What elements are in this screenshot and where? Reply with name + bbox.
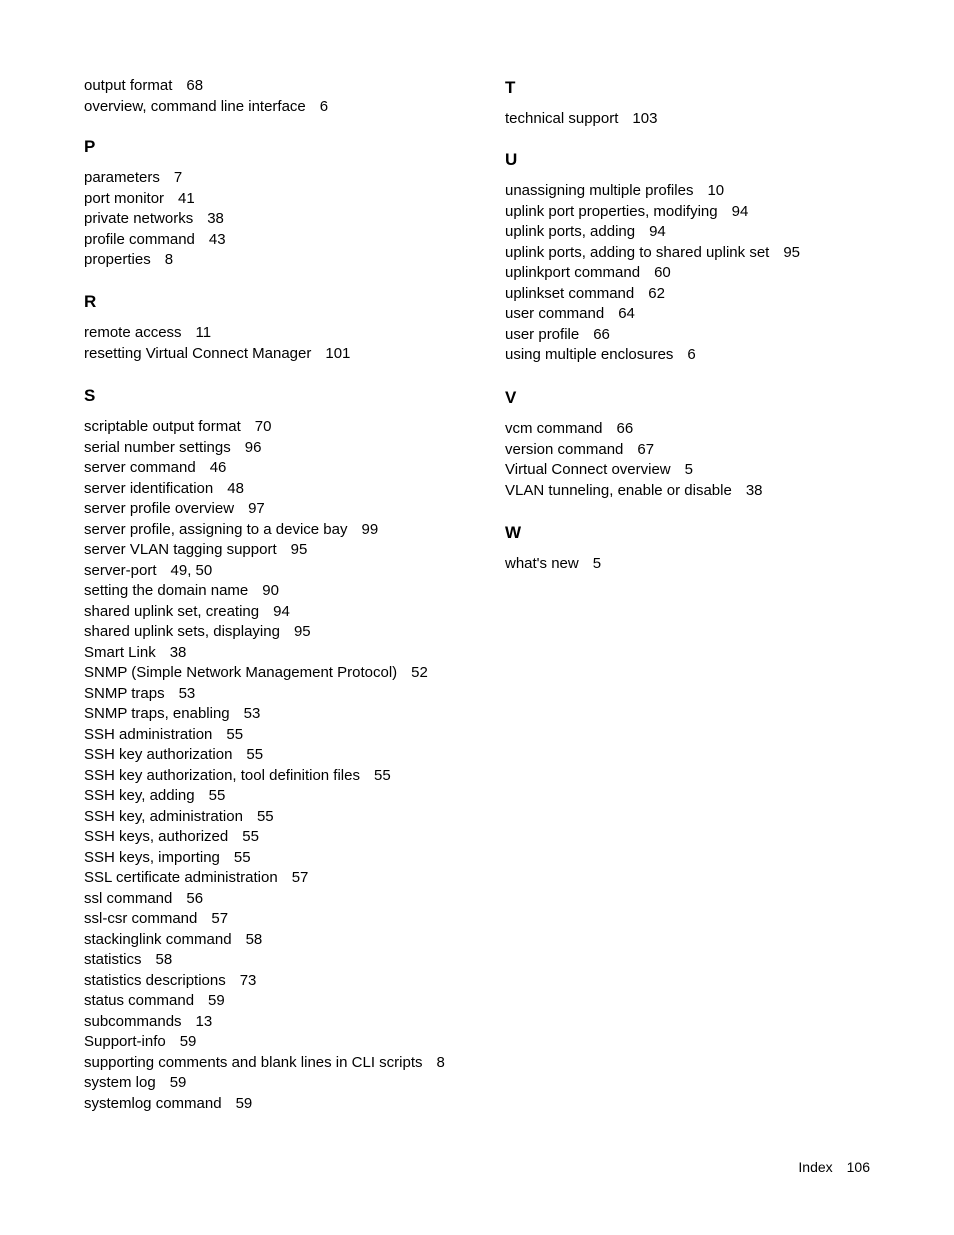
index-entry-pages[interactable]: 7: [173, 169, 183, 186]
index-entry-pages[interactable]: 55: [233, 848, 251, 866]
index-entry: [84, 827, 445, 848]
index-entry: [84, 848, 445, 869]
index-entry-pages[interactable]: 64: [618, 305, 635, 322]
index-entry: [84, 438, 445, 459]
index-entry: [84, 561, 445, 582]
index-entry: [505, 222, 800, 243]
index-entry-term: uplinkport command: [505, 264, 641, 281]
index-group: [84, 386, 445, 1114]
footer-section: Index: [798, 1159, 833, 1175]
index-entry-pages[interactable]: 95: [783, 243, 801, 261]
index-letter-heading: T: [505, 78, 516, 97]
index-entry-pages[interactable]: 67: [637, 440, 655, 458]
index-entry: [84, 1053, 445, 1074]
index-entry: [505, 440, 763, 461]
index-entry: [84, 499, 445, 520]
index-entry: [505, 181, 800, 202]
index-entry-pages[interactable]: 38: [207, 210, 224, 227]
index-entry: [84, 520, 445, 541]
index-entry: [84, 189, 226, 210]
footer-page-number: 106: [846, 1159, 870, 1175]
index-entry-pages[interactable]: 55: [226, 725, 244, 743]
index-entry-term: shared uplink sets, displaying: [84, 623, 280, 640]
index-entry-pages[interactable]: 59: [235, 1094, 253, 1112]
index-entry-pages[interactable]: 41: [178, 189, 195, 207]
index-entry-term: resetting Virtual Connect Manager: [84, 344, 312, 362]
index-entry-pages[interactable]: 103: [632, 110, 658, 127]
index-entry-pages[interactable]: 66: [616, 420, 634, 437]
index-entry-term: output format: [84, 77, 173, 94]
index-letter-heading: W: [505, 523, 522, 542]
index-entry-pages[interactable]: 94: [731, 202, 749, 220]
index-entry-term: supporting comments and blank lines in CLI scripts: [84, 1053, 423, 1071]
index-entry: [84, 1094, 445, 1115]
index-entry-pages[interactable]: 94: [649, 223, 666, 240]
index-entry-term: profile command: [84, 230, 195, 248]
page-footer: [798, 1158, 870, 1176]
index-entry-term: uplink ports, adding: [505, 223, 636, 240]
index-entry: [84, 417, 445, 438]
index-entry: [84, 725, 445, 746]
index-entry: [84, 323, 350, 344]
index-entry-term: ssl-csr command: [84, 910, 198, 927]
index-entry-term: parameters: [84, 169, 160, 186]
index-entry: [505, 109, 657, 130]
index-entry-pages[interactable]: 66: [593, 325, 610, 343]
index-entry-pages[interactable]: 38: [169, 643, 187, 661]
index-group: [505, 150, 800, 366]
index-entry-term: SSH keys, authorized: [84, 828, 229, 845]
index-entry-pages[interactable]: 49, 50: [170, 561, 213, 579]
index-entry-term: subcommands: [84, 1012, 182, 1030]
index-entry-term: private networks: [84, 210, 194, 227]
index-entry-pages[interactable]: 8: [436, 1053, 445, 1071]
index-entry: [84, 458, 445, 479]
index-entry: [84, 889, 445, 910]
index-entry: [505, 325, 800, 346]
index-entry: [84, 622, 445, 643]
index-entry-pages[interactable]: 73: [239, 971, 257, 989]
index-entry-term: server identification: [84, 479, 214, 497]
index-entry-term: overview, command line interface: [84, 97, 306, 115]
index-entry: [84, 950, 445, 971]
index-entry-term: SNMP traps: [84, 684, 165, 702]
index-entry: [84, 930, 445, 951]
index-entry: [505, 284, 800, 305]
index-entry: [84, 1032, 445, 1053]
index-entry: [505, 243, 800, 264]
index-entry-term: technical support: [505, 110, 619, 127]
index-entry: [84, 643, 445, 664]
index-entry: [84, 479, 445, 500]
index-entry: [505, 481, 763, 502]
index-entry-pages[interactable]: 11: [195, 324, 212, 341]
index-entry-pages[interactable]: 5: [684, 461, 693, 478]
index-group: [505, 388, 763, 501]
index-entry-term: server profile, assigning to a device bay: [84, 520, 348, 538]
index-entry-term: user profile: [505, 325, 580, 343]
index-entry-pages[interactable]: 6: [687, 346, 696, 363]
index-entry-term: systemlog command: [84, 1094, 222, 1112]
index-entry-term: unassigning multiple profiles: [505, 182, 694, 199]
index-entry-term: properties: [84, 251, 151, 268]
index-entry-term: scriptable output format: [84, 418, 241, 435]
index-entry-term: SSH key, administration: [84, 807, 243, 825]
index-entry: [84, 1012, 445, 1033]
index-entry-term: SSH key authorization, tool definition files: [84, 766, 360, 784]
index-entry-term: what's new: [505, 555, 579, 572]
index-entry: [84, 991, 445, 1012]
index-entry: [505, 304, 800, 325]
index-entry-pages[interactable]: 46: [209, 459, 227, 476]
index-entry-pages[interactable]: 55: [208, 787, 226, 804]
index-entry-term: SSH key authorization: [84, 746, 233, 763]
index-entry-term: SNMP traps, enabling: [84, 705, 230, 722]
index-entry-pages[interactable]: 52: [411, 664, 428, 681]
index-entry-term: setting the domain name: [84, 582, 249, 599]
index-entry: [84, 209, 226, 230]
index-entry-pages[interactable]: 48: [227, 479, 244, 497]
index-entry-term: SSH keys, importing: [84, 848, 220, 866]
index-entry: [84, 684, 445, 705]
index-entry-term: shared uplink set, creating: [84, 602, 260, 620]
index-entry: [84, 97, 328, 118]
index-entry-pages[interactable]: 94: [273, 602, 290, 620]
index-entry: [84, 168, 226, 189]
index-entry: [505, 460, 763, 481]
index-entry-term: VLAN tunneling, enable or disable: [505, 481, 732, 499]
index-entry-pages[interactable]: 97: [248, 500, 265, 517]
index-entry-pages[interactable]: 95: [293, 623, 311, 640]
index-entry: [84, 807, 445, 828]
index-entry: [84, 76, 328, 97]
index-entry-pages[interactable]: 95: [290, 541, 308, 558]
index-entry-term: uplinkset command: [505, 284, 635, 302]
index-entry-term: port monitor: [84, 189, 165, 207]
index-entry-term: system log: [84, 1074, 156, 1091]
index-entry-term: using multiple enclosures: [505, 346, 674, 363]
index-entry: [84, 581, 445, 602]
index-entry-term: status command: [84, 992, 195, 1009]
index-entry: [84, 786, 445, 807]
index-entry-pages[interactable]: 57: [211, 910, 229, 927]
index-entry-pages[interactable]: 101: [325, 344, 351, 362]
index-entry: [84, 540, 445, 561]
index-entry-term: server command: [84, 459, 196, 476]
index-letter-heading: V: [505, 388, 517, 407]
index-group: [505, 78, 657, 130]
index-entry-term: version command: [505, 440, 624, 458]
index-entry-term: SSL certificate administration: [84, 869, 278, 886]
index-letter-heading: U: [505, 150, 518, 169]
index-entry-term: statistics: [84, 951, 142, 968]
index-entry: [84, 868, 445, 889]
index-entry-term: SSH administration: [84, 725, 213, 743]
index-entry: [84, 971, 445, 992]
index-entry: [84, 745, 445, 766]
index-entry-pages[interactable]: 6: [319, 97, 329, 115]
index-entry-pages[interactable]: 5: [592, 555, 602, 572]
index-entry-term: statistics descriptions: [84, 971, 226, 989]
index-entry-pages[interactable]: 10: [707, 182, 725, 199]
index-entry: [84, 344, 350, 365]
index-group: [505, 523, 601, 575]
index-entry-pages[interactable]: 96: [244, 438, 262, 456]
index-entry: [84, 250, 226, 271]
index-letter-heading: S: [84, 386, 96, 405]
index-entry-pages[interactable]: 55: [242, 828, 259, 845]
index-entry-pages[interactable]: 59: [208, 992, 225, 1009]
index-entry: [505, 554, 601, 575]
index-entry-pages[interactable]: 62: [648, 284, 665, 302]
index-entry: [505, 345, 800, 366]
index-entry-term: server VLAN tagging support: [84, 541, 277, 558]
index-entry-pages[interactable]: 38: [745, 481, 763, 499]
index-entry-pages[interactable]: 55: [373, 766, 391, 784]
index-entry-pages[interactable]: 68: [186, 77, 204, 94]
index-group: [84, 76, 328, 117]
index-entry-term: Smart Link: [84, 643, 156, 661]
index-entry-pages[interactable]: 8: [164, 251, 174, 268]
index-entry-pages[interactable]: 55: [256, 807, 274, 825]
index-entry-term: server profile overview: [84, 500, 235, 517]
index-entry-term: ssl command: [84, 889, 173, 907]
index-entry-pages[interactable]: 59: [179, 1033, 197, 1050]
index-entry: [84, 663, 445, 684]
index-entry-pages[interactable]: 58: [155, 951, 173, 968]
index-entry: [505, 263, 800, 284]
index-entry-term: vcm command: [505, 420, 603, 437]
index-entry: [84, 230, 226, 251]
index-entry-pages[interactable]: 53: [178, 684, 196, 702]
index-group: [84, 137, 226, 271]
index-group: [84, 292, 350, 364]
index-entry-pages[interactable]: 58: [245, 930, 263, 948]
index-entry-pages[interactable]: 56: [186, 889, 204, 907]
index-entry-pages[interactable]: 13: [195, 1012, 213, 1030]
index-entry-term: uplink port properties, modifying: [505, 202, 718, 220]
index-entry: [84, 704, 445, 725]
index-letter-heading: P: [84, 137, 96, 156]
index-entry-pages[interactable]: 99: [361, 520, 379, 538]
index-entry-term: server-port: [84, 561, 157, 579]
index-entry: [505, 202, 800, 223]
index-entry-pages[interactable]: 57: [291, 869, 309, 886]
index-entry-pages[interactable]: 55: [246, 746, 264, 763]
index-entry-term: SSH key, adding: [84, 787, 195, 804]
index-entry-term: user command: [505, 305, 605, 322]
index-entry-term: Virtual Connect overview: [505, 461, 671, 478]
index-entry-pages[interactable]: 59: [169, 1074, 187, 1091]
index-entry-term: serial number settings: [84, 438, 231, 456]
index-entry-pages[interactable]: 43: [208, 230, 226, 248]
index-entry: [84, 909, 445, 930]
index-entry: [505, 419, 763, 440]
index-entry: [84, 766, 445, 787]
index-entry-pages[interactable]: 70: [254, 418, 272, 435]
index-entry-term: remote access: [84, 324, 182, 341]
index-entry-term: SNMP (Simple Network Management Protocol): [84, 664, 398, 681]
index-entry: [84, 1073, 445, 1094]
index-entry-pages[interactable]: 53: [243, 705, 261, 722]
index-letter-heading: R: [84, 292, 97, 311]
index-entry-term: Support-info: [84, 1033, 166, 1050]
index-entry-term: stackinglink command: [84, 930, 232, 948]
index-entry: [84, 602, 445, 623]
index-entry-pages[interactable]: 60: [654, 264, 671, 281]
index-entry-term: uplink ports, adding to shared uplink set: [505, 243, 770, 261]
index-entry-pages[interactable]: 90: [262, 582, 279, 599]
